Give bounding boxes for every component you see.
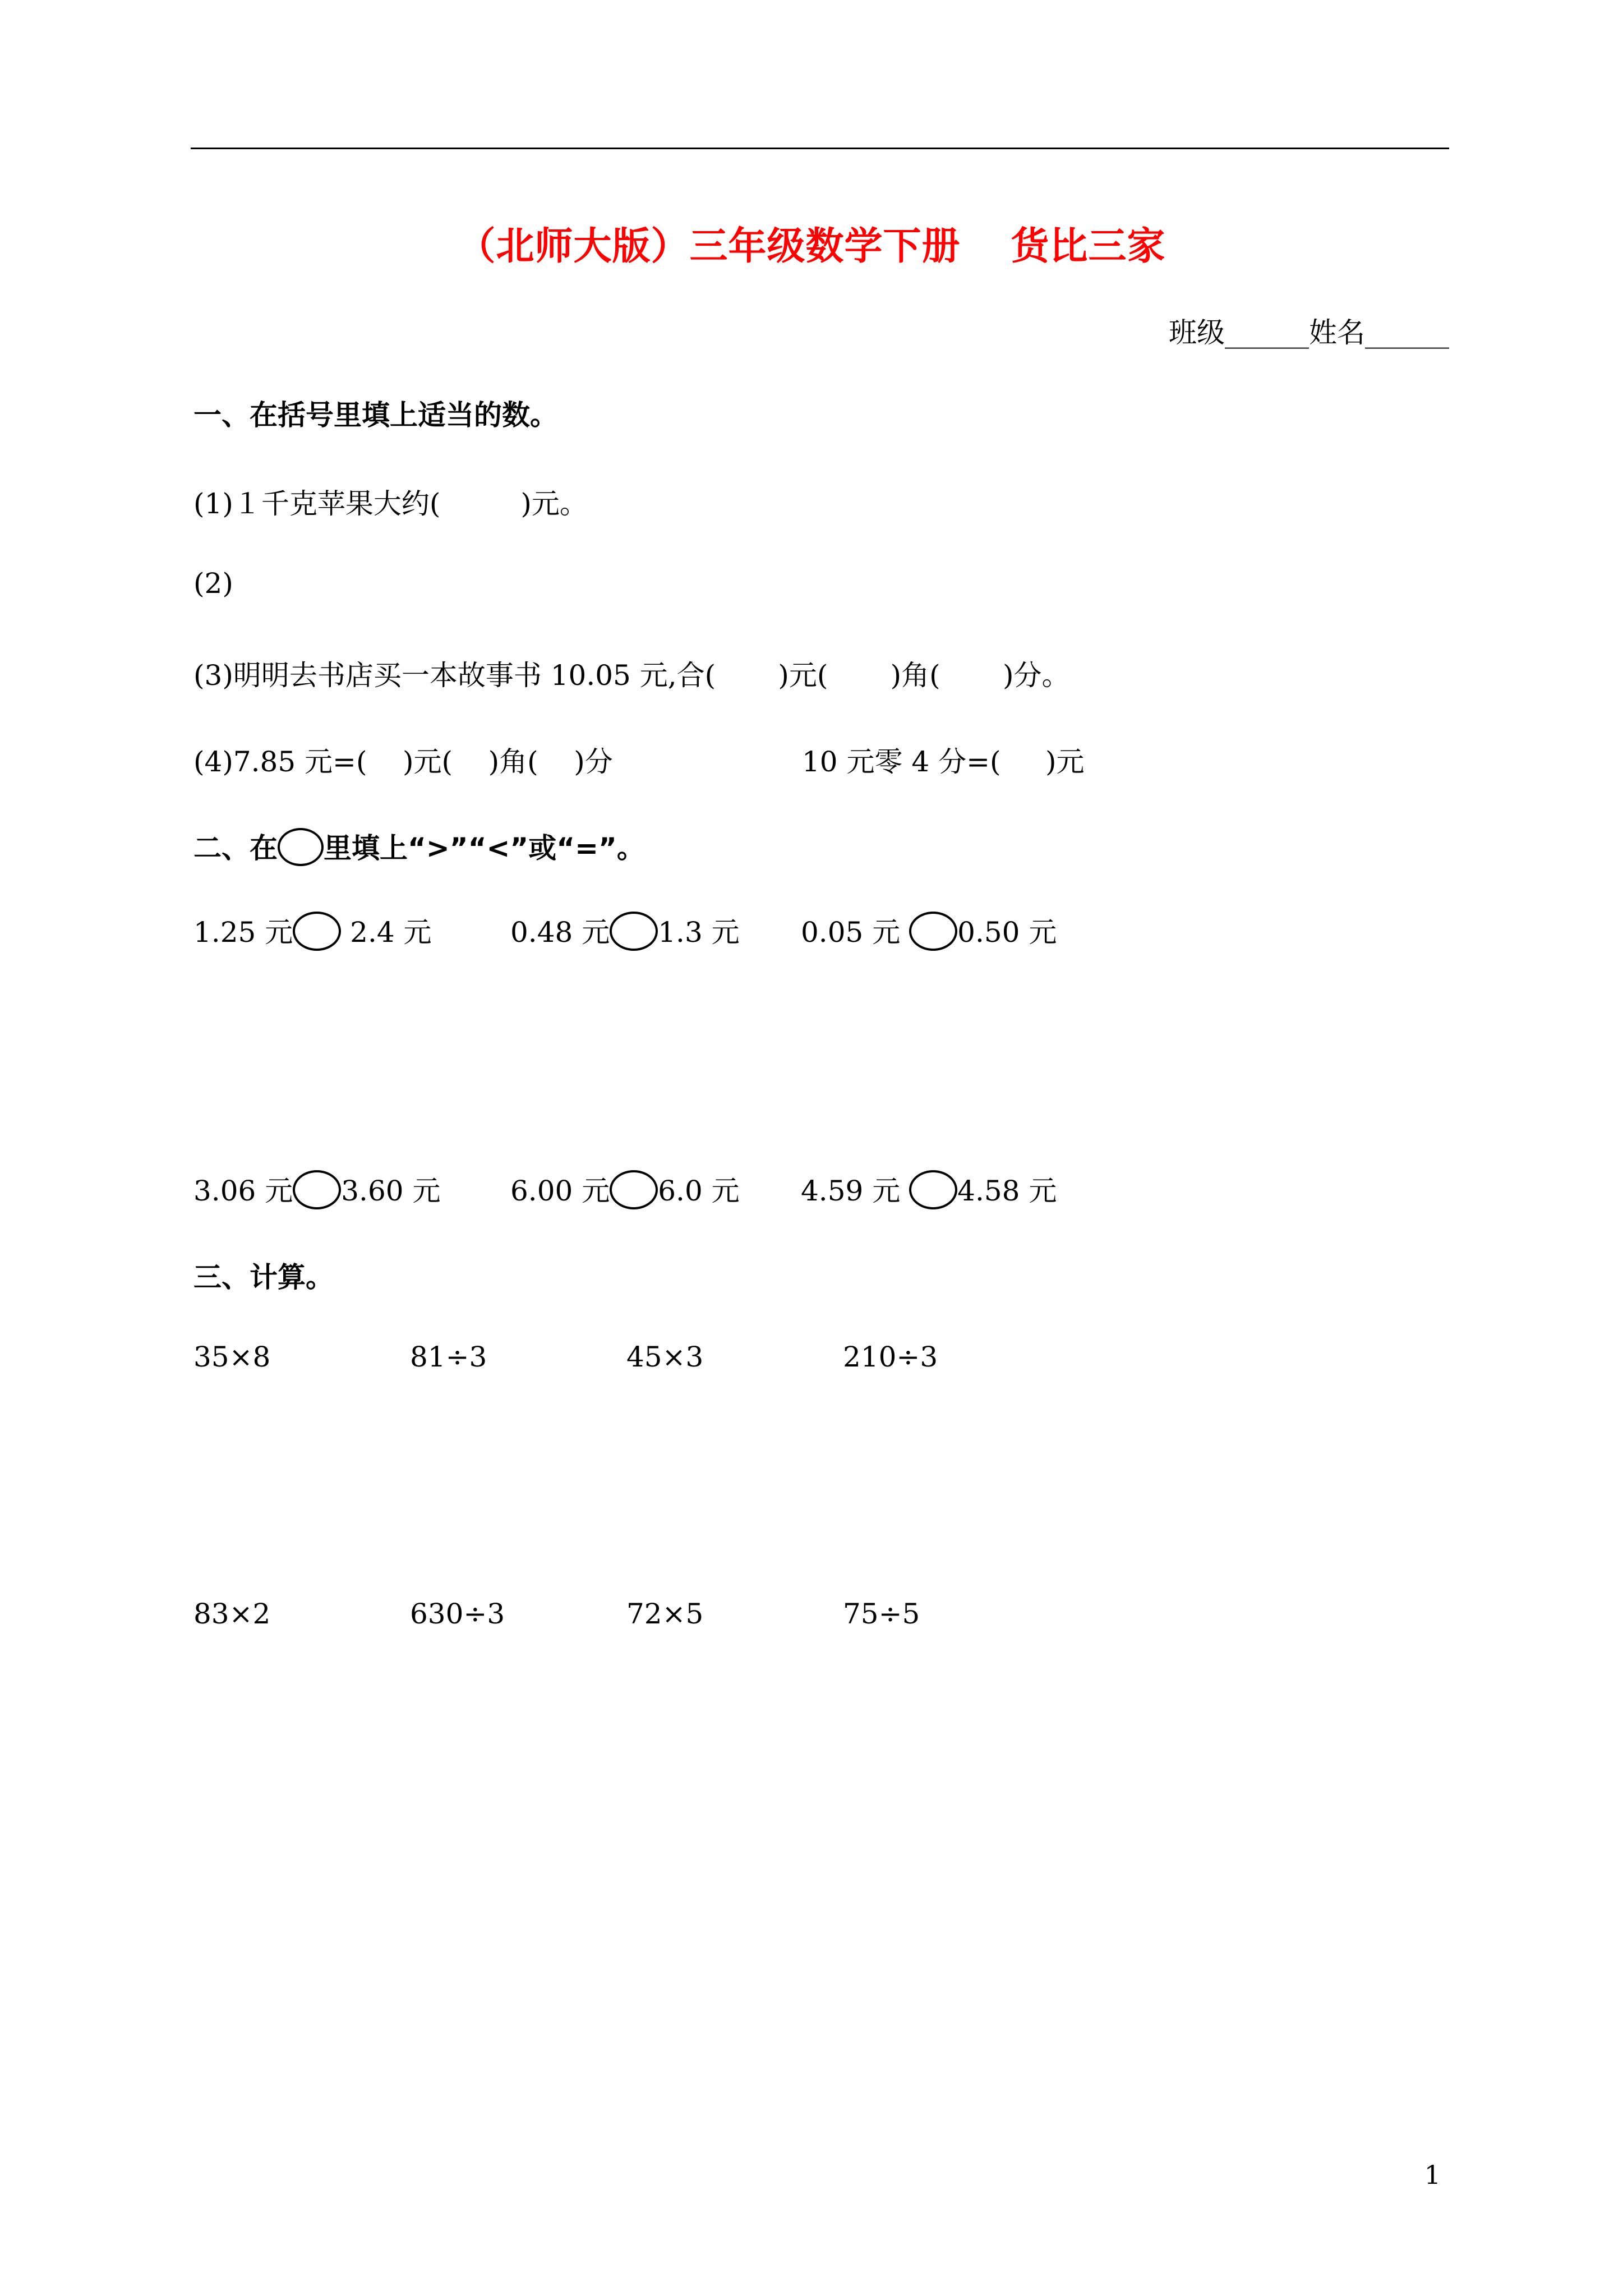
calc-problem: 210÷3 (843, 1341, 938, 1373)
section2-heading-start: 二、在 (193, 832, 278, 864)
compare-item (193, 1168, 440, 1213)
calc-problem: 83×2 (193, 1598, 271, 1630)
calc-problem: 45×3 (626, 1341, 704, 1373)
question-2: (2) (193, 567, 233, 600)
compare-left: 3.06 元 (193, 1175, 293, 1207)
compare-right: 0.50 元 (957, 916, 1057, 949)
calc-problem: 35×8 (193, 1341, 271, 1373)
header-rule (191, 148, 1449, 149)
calc-problem: 630÷3 (410, 1598, 505, 1630)
question-4a: (4)7.85 元=( )元( )角( )分 (193, 746, 613, 778)
section3-heading: 三、计算。 (193, 1261, 334, 1294)
title-right: 货比三家 (1011, 224, 1166, 269)
compare-right: 4.58 元 (957, 1175, 1057, 1207)
title-left: （北师大版）三年级数学下册 (457, 224, 961, 269)
answer-circle[interactable] (610, 912, 658, 951)
compare-item (801, 1168, 1057, 1213)
compare-left: 6.00 元 (510, 1175, 610, 1207)
compare-right: 1.3 元 (658, 916, 740, 949)
class-name-line: 班级______姓名______ (1169, 316, 1449, 349)
question-1: (1)１千克苹果大约( )元。 (193, 487, 588, 520)
question-3: (3)明明去书店买一本故事书 10.05 元,合( )元( )角( )分。 (193, 659, 1070, 692)
answer-circle[interactable] (610, 1170, 658, 1209)
compare-right: 2.4 元 (350, 916, 432, 949)
answer-circle[interactable] (909, 912, 957, 951)
compare-right: 6.0 元 (658, 1175, 740, 1207)
section2-heading (193, 826, 645, 869)
circle-icon (278, 828, 324, 866)
page-number: 1 (1424, 2160, 1441, 2190)
compare-item (193, 910, 432, 954)
compare-item (510, 910, 740, 954)
section2-heading-end: 里填上“>”“<”或“=”。 (324, 832, 645, 864)
compare-left: 4.59 元 (801, 1175, 901, 1207)
calc-problem: 81÷3 (410, 1341, 487, 1373)
calc-problem: 72×5 (626, 1598, 704, 1630)
compare-left: 0.48 元 (510, 916, 610, 949)
compare-left: 1.25 元 (193, 916, 293, 949)
answer-circle[interactable] (293, 912, 341, 951)
compare-item (801, 910, 1057, 954)
question-4b: 10 元零 4 分=( )元 (802, 746, 1085, 778)
compare-left: 0.05 元 (801, 916, 901, 949)
calc-problem: 75÷5 (843, 1598, 920, 1630)
page-title (0, 216, 1623, 270)
compare-item (510, 1168, 740, 1213)
section1-heading: 一、在括号里填上适当的数。 (193, 399, 558, 431)
answer-circle[interactable] (293, 1170, 341, 1209)
answer-circle[interactable] (909, 1170, 957, 1209)
compare-right: 3.60 元 (341, 1175, 441, 1207)
